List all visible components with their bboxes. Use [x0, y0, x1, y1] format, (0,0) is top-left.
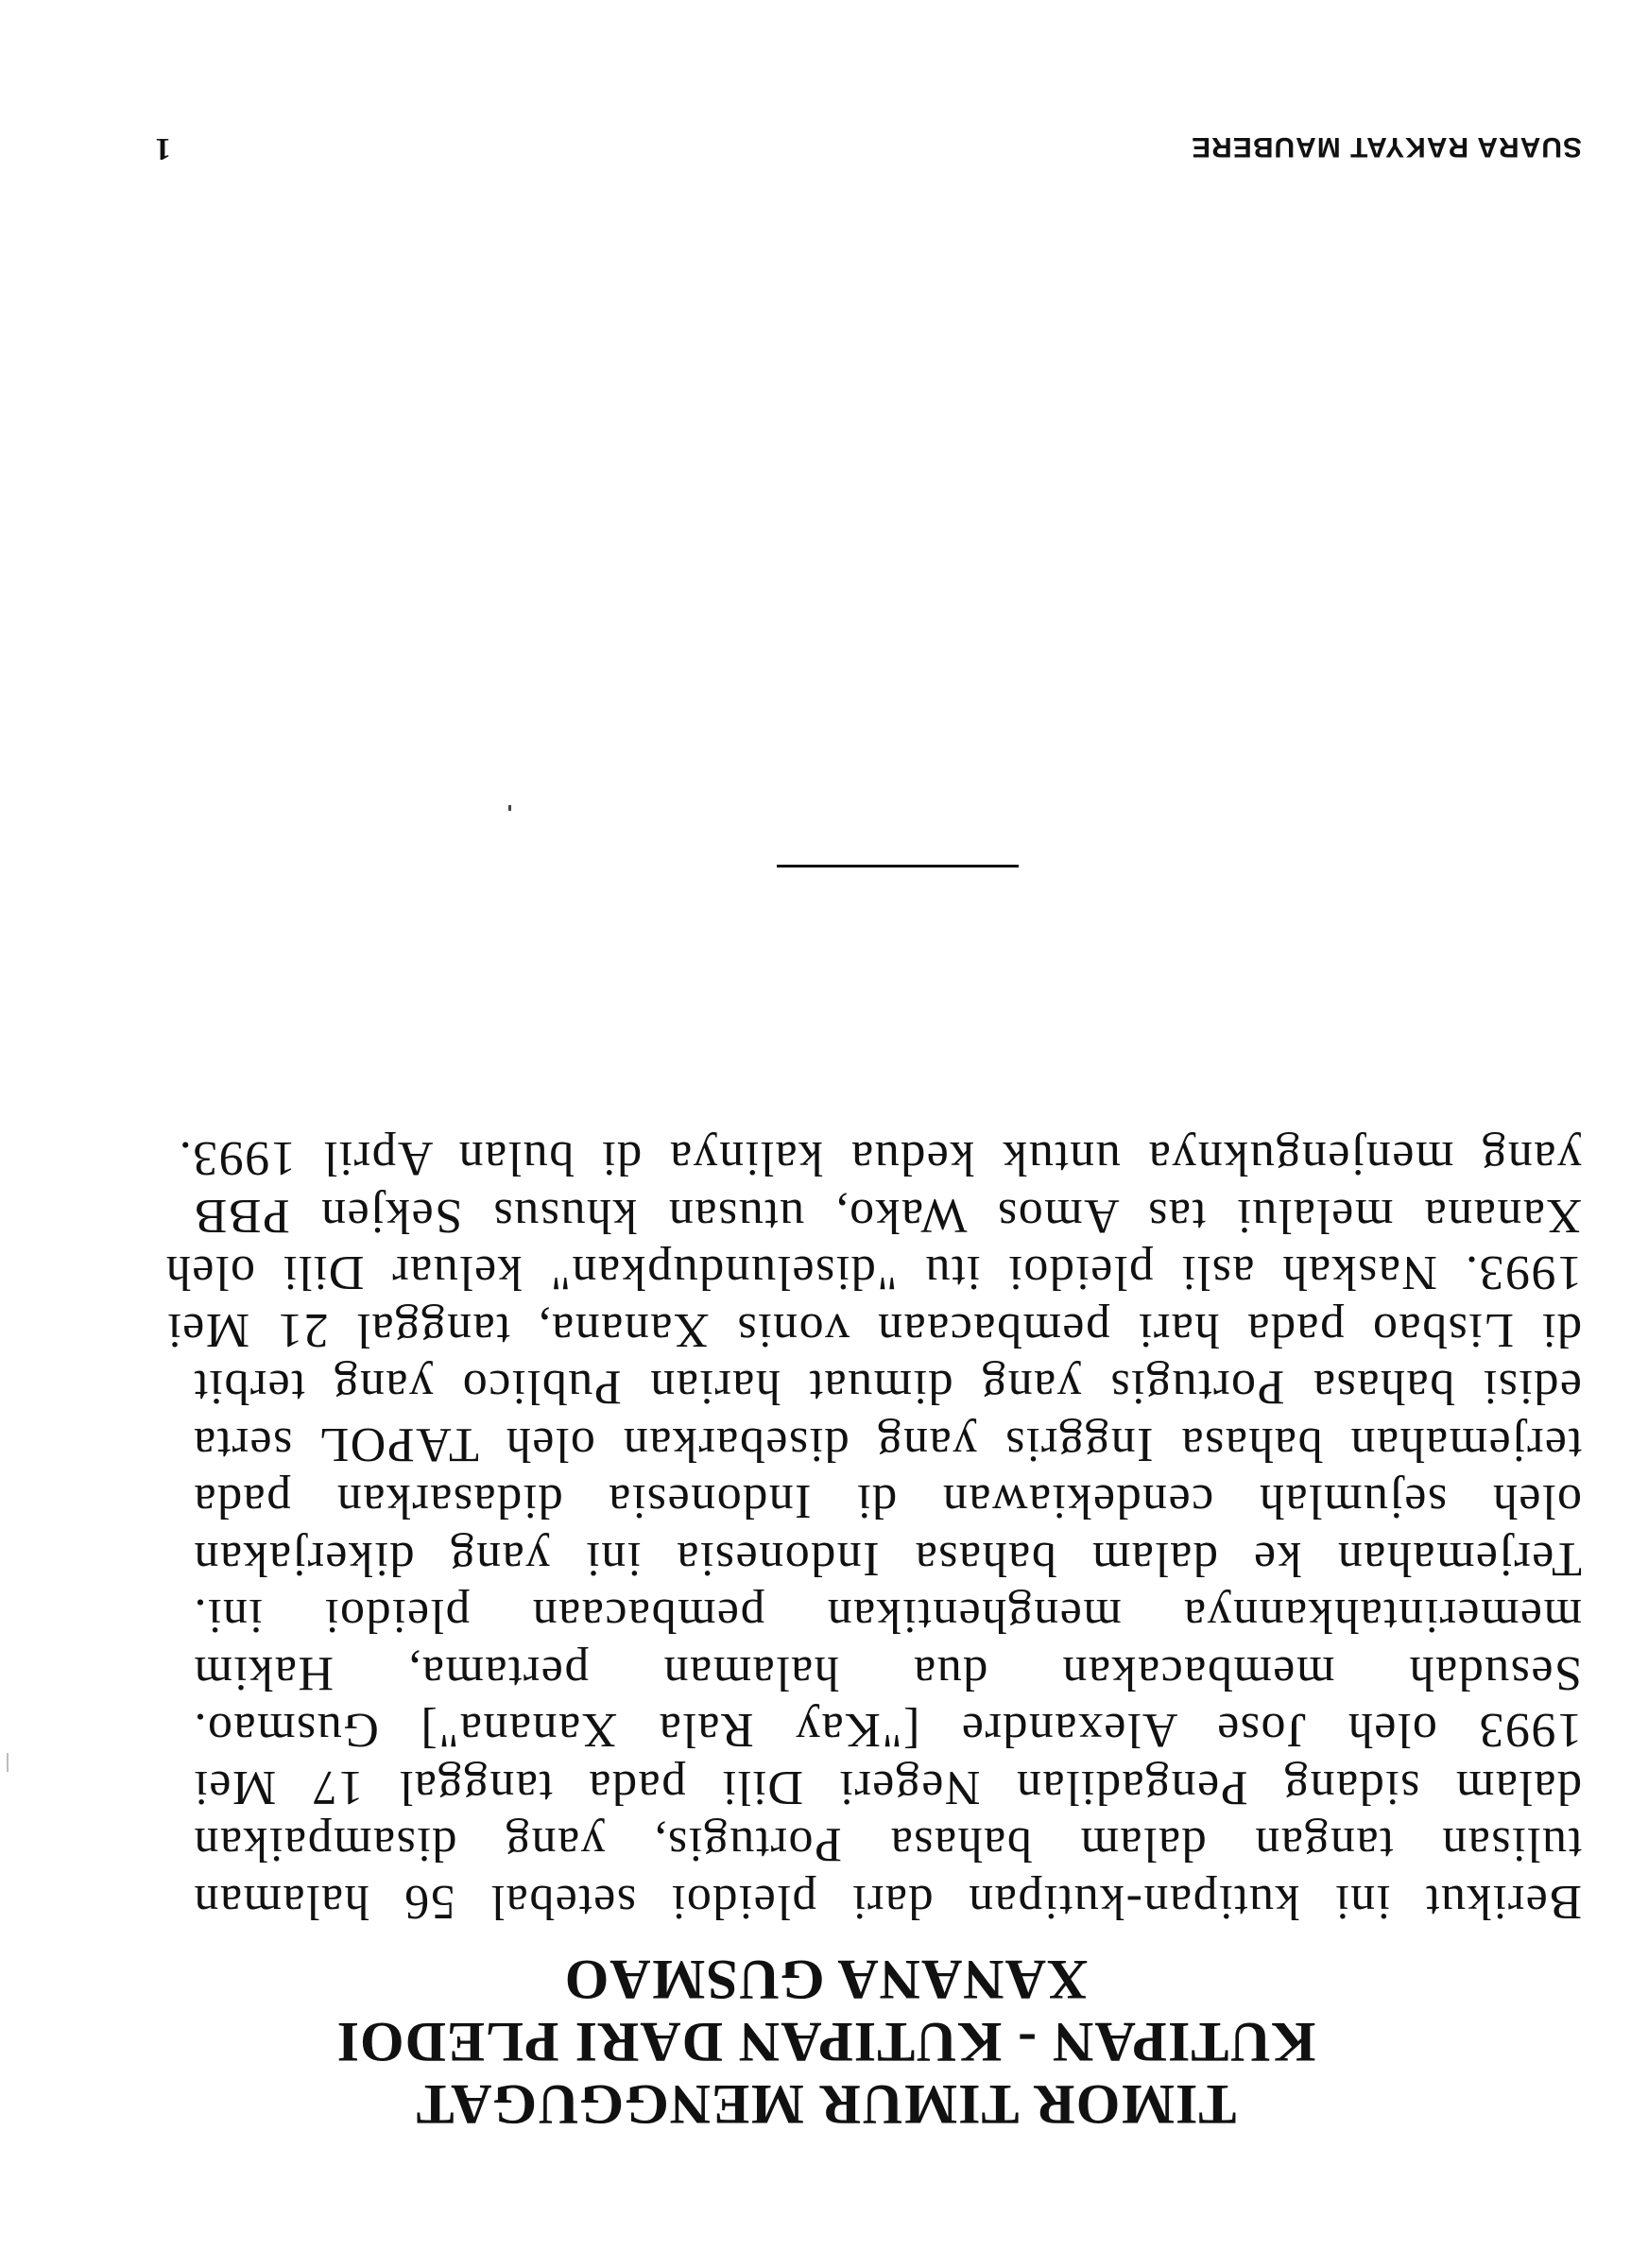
title-line: TIMOR TIMUR MENGGUGAT [415, 2073, 1237, 2136]
section-divider [777, 865, 1019, 868]
body-line: dalam sidang Pengadilan Negeri Dili pada tanggal 17 Mei [193, 1761, 1582, 1814]
title-line: KUTIPAN - KUTIPAN DARI PLEDOI [335, 2011, 1316, 2073]
body-line: yang menjenguknya untuk kedua kalinya di bulan April 1993. [178, 1131, 1582, 1186]
document-title [316, 1949, 1336, 2136]
body-line: Terjemahan ke dalam bahasa Indonesia ini yang dikerjakan [193, 1532, 1582, 1586]
body-line: Berikut ini kutipan-kutipan dari pleidoi setebal 56 halaman [193, 1875, 1582, 1929]
body-line: tulisan tangan dalam bahasa Portugis, yang disampaikan [193, 1817, 1582, 1872]
body-line: memerintahkannya menghentikan pembacaan pleidoi ini. [193, 1589, 1582, 1643]
publication-name: SUARA RAKYAT MAUBERE [1191, 131, 1582, 163]
body-paragraph [164, 1129, 1582, 1930]
body-line: terjemahan bahasa Inggris yang disebarkan oleh TAPOL serta [192, 1418, 1582, 1471]
body-line: Sesudah membacakan dua halaman pertama, Hakim [193, 1646, 1582, 1700]
scan-speck [508, 805, 511, 811]
scan-margin-mark [7, 1753, 9, 1772]
title-line: XANANA GUSMAO [563, 1949, 1089, 2011]
body-line: 1993. Naskah asli pleidoi itu "diselundupkan" keluar Dili oleh [164, 1246, 1582, 1300]
body-line: oleh sejumlah cendekiawan di Indonesia didasarkan pada [193, 1474, 1582, 1529]
body-line: 1993 oleh Jose Alexandre ["Kay Rala Xanana"] Gusmao. [193, 1703, 1582, 1758]
body-line: Xanana melalui tas Amos Wako, utusan khusus Sekjen PBB [193, 1189, 1582, 1243]
body-line: di Lisbao pada hari pembacaan vonis Xanana, tanggal 21 Mei [165, 1303, 1582, 1357]
body-line: edisi bahasa Portugis yang dimuat harian Publico yang terbit [193, 1360, 1582, 1415]
page-number: 1 [155, 131, 171, 166]
